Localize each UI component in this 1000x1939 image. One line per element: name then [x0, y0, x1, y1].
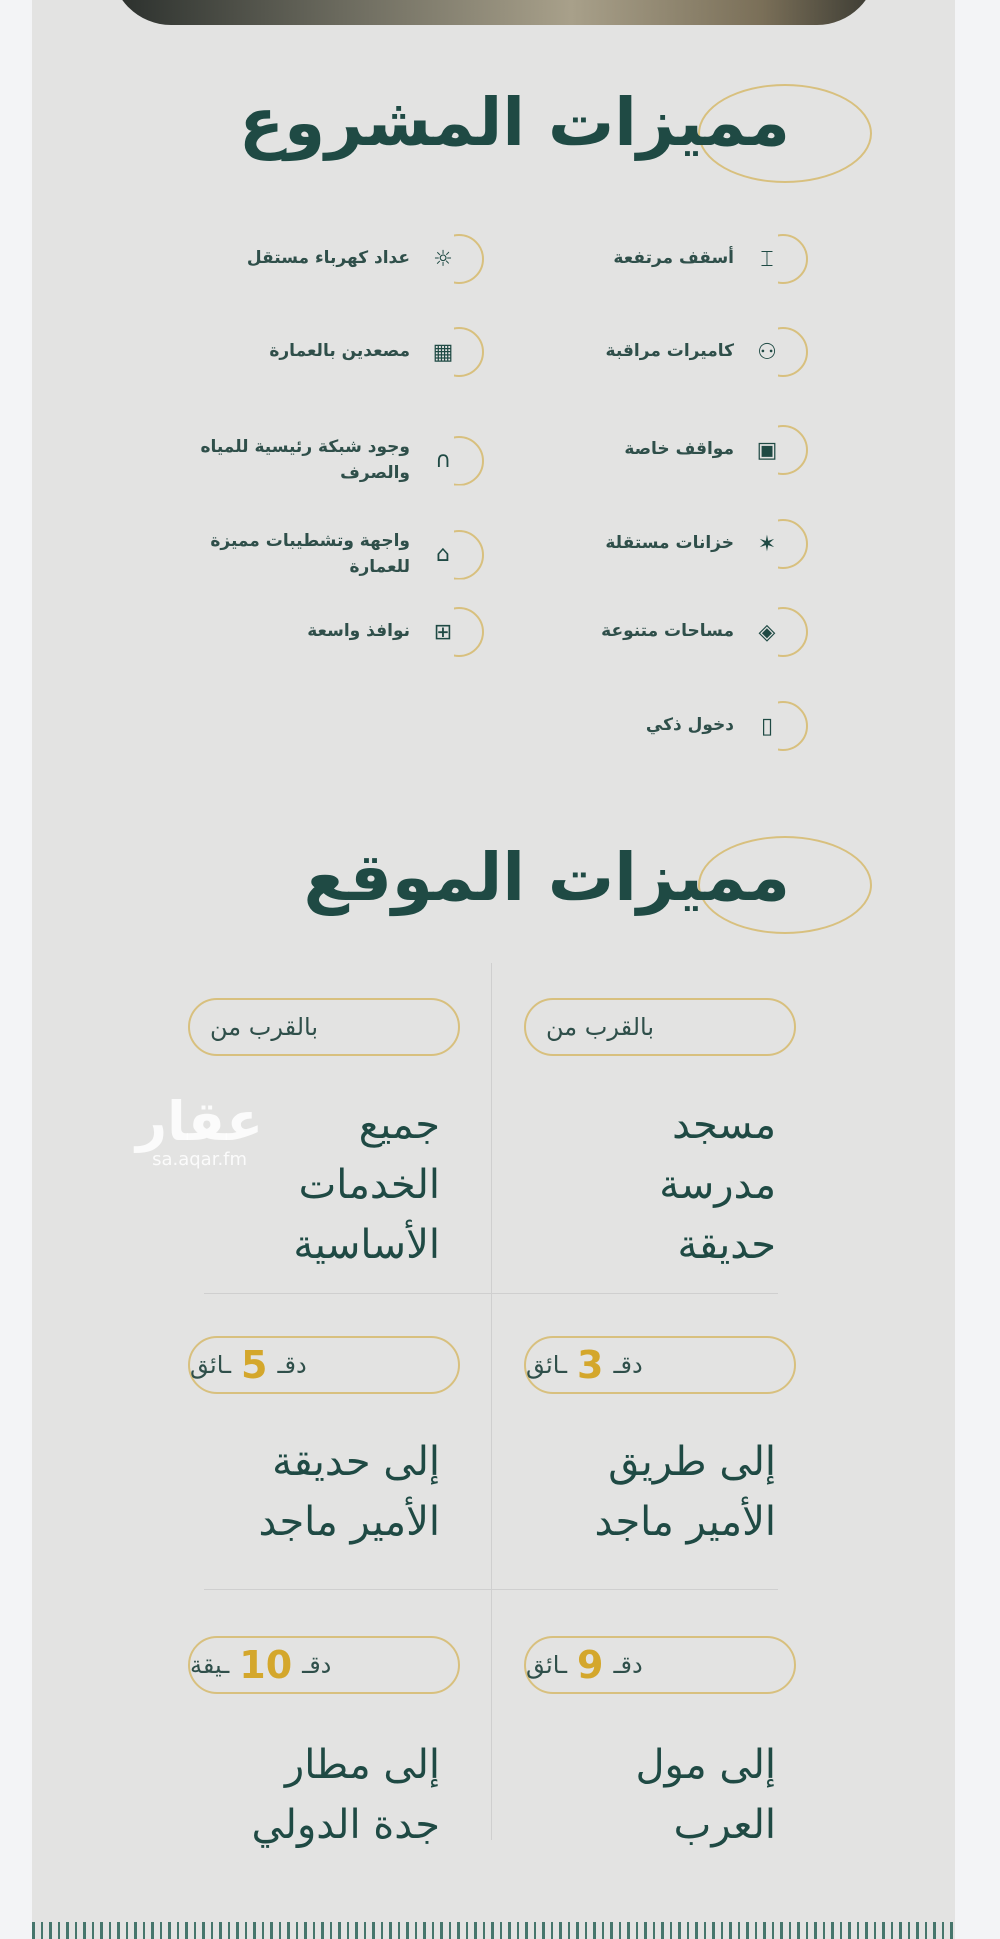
distance-pill [524, 1636, 796, 1694]
feature-item [170, 337, 458, 367]
feature-label: كاميرات مراقبة [605, 341, 734, 362]
content-panel [32, 0, 955, 1939]
watermark-site: sa.aqar.fm [152, 1149, 248, 1170]
location-description [476, 1095, 776, 1275]
feature-item [494, 337, 782, 367]
feature-label: مواقف خاصة [624, 439, 734, 460]
pill-text-suffix: ـائق [526, 1651, 568, 1679]
feature-label: دخول ذكي [645, 715, 734, 736]
feature-item [170, 617, 458, 647]
description-line: الأساسية [293, 1222, 440, 1268]
parking-icon: ▣ [752, 435, 782, 465]
location-features-title: مميزات الموقع [303, 839, 790, 916]
location-description [140, 1432, 440, 1552]
project-features-title: مميزات المشروع [238, 84, 790, 161]
feature-item [170, 529, 458, 580]
distance-pill [188, 998, 460, 1056]
feature-label: مساحات متنوعة [601, 621, 734, 642]
feature-item [494, 435, 782, 465]
feature-label: عداد كهرباء مستقل [246, 248, 410, 269]
description-line: مدرسة [659, 1162, 776, 1208]
distance-pill [524, 998, 796, 1056]
distance-pill [524, 1336, 796, 1394]
layers-icon: ◈ [752, 617, 782, 647]
location-description [476, 1735, 776, 1855]
pill-number: 10 [239, 1643, 293, 1687]
description-line: الخدمات [298, 1162, 440, 1208]
pill-text: دقـ [613, 1651, 643, 1679]
pill-text: دقـ [302, 1651, 332, 1679]
description-line: إلى طريق [608, 1439, 776, 1485]
feature-label: مصعدين بالعمارة [269, 341, 410, 362]
feature-item [170, 435, 458, 486]
pill-text: دقـ [613, 1351, 643, 1379]
location-description [140, 1735, 440, 1855]
distance-pill [188, 1636, 460, 1694]
feature-label: واجهة وتشطيبات مميزة للعمارة [210, 531, 410, 577]
pill-text: بالقرب من [210, 1013, 319, 1041]
window-icon: ⊞ [428, 617, 458, 647]
pill-text: بالقرب من [546, 1013, 655, 1041]
ceiling-height-icon: ⌶ [752, 244, 782, 274]
location-description [476, 1432, 776, 1552]
feature-label: وجود شبكة رئيسية للمياه والصرف [200, 437, 410, 483]
description-line: إلى مول [635, 1742, 776, 1788]
decorative-pattern-strip [32, 1922, 955, 1939]
pill-text-suffix: ـيقة [190, 1651, 230, 1679]
elevator-icon: ▦ [428, 337, 458, 367]
feature-item [494, 617, 782, 647]
pill-number: 3 [577, 1343, 604, 1387]
feature-item [494, 529, 782, 559]
distance-pill [188, 1336, 460, 1394]
watermark-logo: عقار [136, 1090, 264, 1153]
watermark [136, 1090, 264, 1170]
smart-lock-icon: ▯ [752, 711, 782, 741]
description-line: جميع [358, 1102, 440, 1148]
project-photo [111, 0, 877, 25]
description-line: العرب [673, 1802, 776, 1848]
description-line: الأمير ماجد [258, 1499, 440, 1545]
row-divider [204, 1293, 778, 1294]
pill-text-suffix: ـائق [190, 1351, 232, 1379]
pill-number: 9 [577, 1643, 604, 1687]
feature-label: أسقف مرتفعة [613, 248, 734, 269]
house-star-icon: ⌂ [428, 540, 458, 570]
pill-number: 5 [241, 1343, 268, 1387]
pill-text: دقـ [277, 1351, 307, 1379]
feature-label: نوافذ واسعة [307, 621, 410, 642]
feature-item [170, 244, 458, 274]
pill-text-suffix: ـائق [526, 1351, 568, 1379]
description-line: مسجد [672, 1102, 776, 1148]
feature-item [494, 244, 782, 274]
description-line: جدة الدولي [251, 1802, 440, 1848]
tank-icon: ✶ [752, 529, 782, 559]
description-line: إلى مطار [284, 1742, 440, 1788]
description-line: الأمير ماجد [594, 1499, 776, 1545]
camera-icon: ⚇ [752, 337, 782, 367]
row-divider [204, 1589, 778, 1590]
light-bulb-icon: ☼ [428, 244, 458, 274]
feature-item [494, 711, 782, 741]
description-line: حديقة [677, 1222, 776, 1268]
description-line: إلى حديقة [272, 1439, 440, 1485]
feature-label: خزانات مستقلة [605, 533, 734, 554]
pipe-icon: ∩ [428, 446, 458, 476]
